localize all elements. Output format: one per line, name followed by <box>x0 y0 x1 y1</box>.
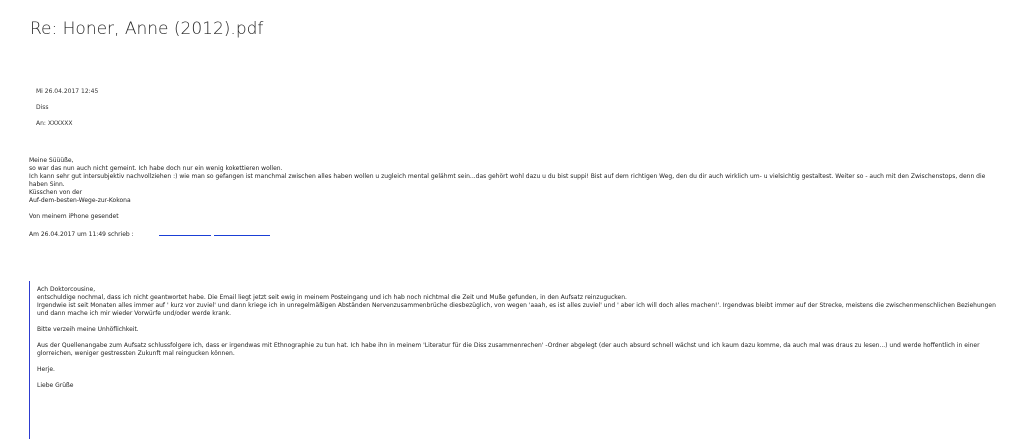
quote-line: Bitte verzeih meine Unhöflichkeit. <box>37 326 139 333</box>
body-greeting: Meine Süüüße, <box>29 157 74 164</box>
email-body <box>29 157 995 239</box>
quote-line: Liebe Grüße <box>37 382 74 389</box>
quoted-message <box>29 281 997 439</box>
quote-line: Irgendwie ist seit Monaten alles immer auf ' kurz vor zuviel' und dann kriege ich in unregelmäßigen Abständen Nervenzusammenbrüche diesbezüglich, von wegen 'aaah, es ist alles zuviel' und ' aber ich will doch alles machen!'. Irgendwas bleibt immer auf der Strecke, meistens die zwischenmenschlichen Beziehungen und dann mache ich mir wieder Vorwürfe und/oder werde krank. <box>37 302 996 317</box>
body-line: Küsschen von der <box>29 189 83 196</box>
quote-line: Herje. <box>37 366 55 373</box>
reply-header-text: Am 26.04.2017 um 11:49 schrieb : <box>29 231 134 238</box>
sender-email-link[interactable] <box>214 229 270 236</box>
email-subject: Re: Honer, Anne (2012).pdf <box>30 19 264 39</box>
email-recipient[interactable]: An: XXXXXX <box>36 120 73 127</box>
quote-line: Ach Doktorcousine, <box>37 286 96 293</box>
email-header <box>36 89 98 137</box>
quote-line: entschuldige nochmal, dass ich nicht geantwortet habe. Die Email liegt jetzt seit ewig in meinem Posteingang und ich hab noch nichtmal die Zeit und Muße gefunden, in den Aufsatz reinzugucken. <box>37 294 627 301</box>
email-date: Mi 26.04.2017 12:45 <box>36 88 99 95</box>
sender-name-link[interactable] <box>159 229 211 236</box>
quote-line: Aus der Quellenangabe zum Aufsatz schlussfolgere ich, dass er irgendwas mit Ethnographie zu tun hat. Ich habe ihn in meinem 'Literatur für die Diss zusammenrechen' -Ordner abgelegt (der auch absurd schnell wächst und ich kaum dazu komme, da auch mal was draus zu lesen...) und werde hoffentlich in einer glorreichen, weniger gestressten Zukunft mal reingucken können. <box>37 342 980 357</box>
body-line: Auf-dem-besten-Wege-zur-Kokona <box>29 197 131 204</box>
reply-header <box>29 229 995 239</box>
email-sender[interactable]: Diss <box>36 104 49 111</box>
body-line: Ich kann sehr gut intersubjektiv nachvollziehen :) wie man so gefangen ist manchmal zwischen alles haben wollen u zugleich mental gelähmt sein...das gehört wohl dazu u du bist suppi! Bist auf dem richtigen Weg, den du dir auch wirklich um- u vielsichtig gestaltest. Weiter so - auch mit den Zwischenstops, denn die haben Sinn. <box>29 173 986 188</box>
body-signature: Von meinem iPhone gesendet <box>29 213 119 220</box>
body-line: so war das nun auch nicht gemeint. Ich habe doch nur ein wenig kokettieren wollen. <box>29 165 283 172</box>
